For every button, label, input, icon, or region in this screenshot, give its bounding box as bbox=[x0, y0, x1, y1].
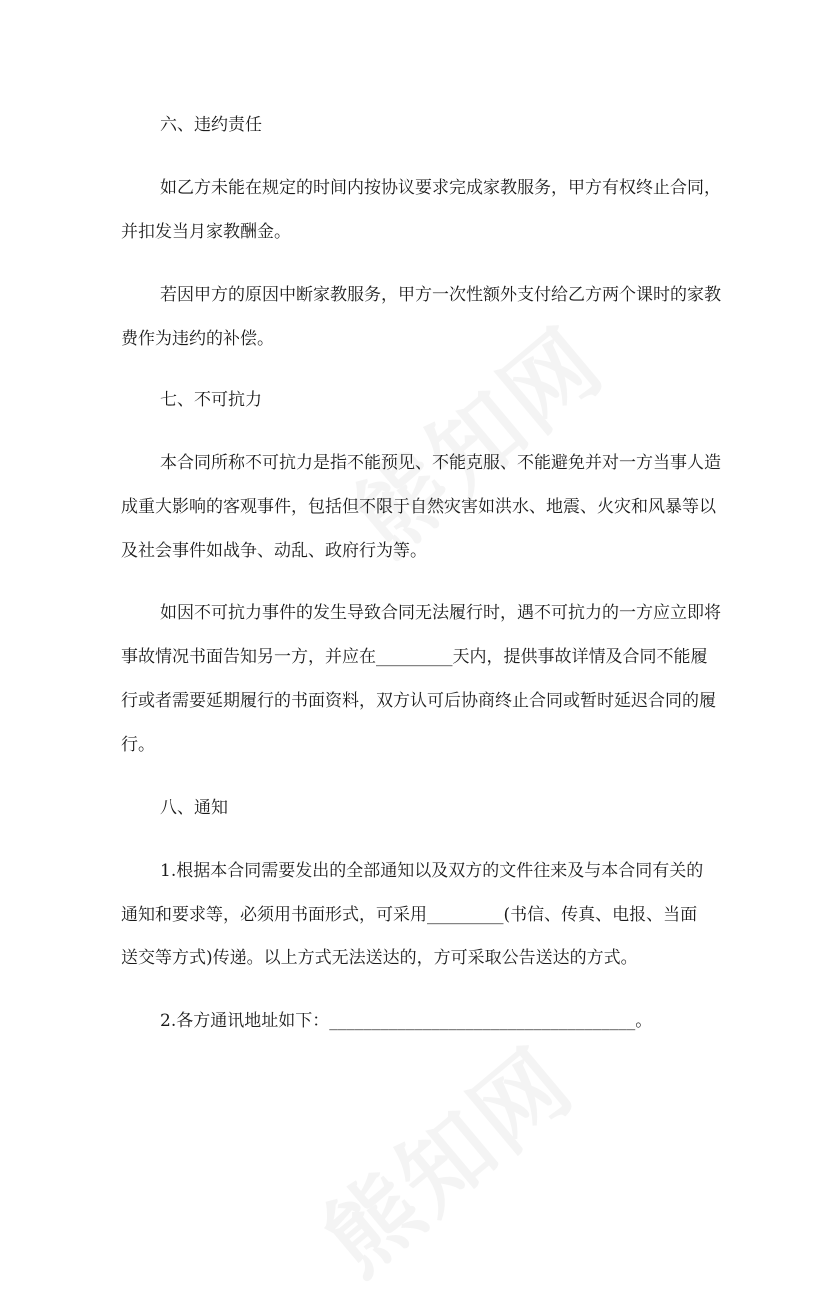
paragraph-line: 行或者需要延期履行的书面资料，双方认可后协商终止合同或暂时延迟合同的履 bbox=[121, 691, 716, 711]
section-heading: 六、违约责任 bbox=[160, 115, 262, 135]
paragraph-line: 成重大影响的客观事件，包括但不限于自然灾害如洪水、地震、火灾和风暴等以 bbox=[121, 497, 716, 517]
paragraph-line: 如因不可抗力事件的发生导致合同无法履行时，遇不可抗力的一方应立即将 bbox=[160, 603, 721, 623]
paragraph-line: 事故情况书面告知另一方，并应在_________天内，提供事故详情及合同不能履 bbox=[121, 647, 708, 667]
paragraph-line: 2.各方通讯地址如下：____________________________________。 bbox=[160, 1011, 653, 1031]
section-heading: 七、不可抗力 bbox=[160, 390, 262, 410]
watermark bbox=[291, 1013, 596, 1299]
paragraph-line: 如乙方未能在规定的时间内按协议要求完成家教服务，甲方有权终止合同， bbox=[160, 178, 721, 198]
paragraph-line: 1.根据本合同需要发出的全部通知以及双方的文件往来及与本合同有关的 bbox=[160, 861, 704, 881]
paragraph-line: 及社会事件如战争、动乱、政府行为等。 bbox=[121, 541, 427, 561]
paragraph-line: 送交等方式)传递。以上方式无法送达的，方可采取公告送达的方式。 bbox=[121, 948, 638, 968]
paragraph-line: 若因甲方的原因中断家教服务，甲方一次性额外支付给乙方两个课时的家教 bbox=[160, 285, 721, 305]
section-heading: 八、通知 bbox=[160, 798, 228, 818]
paragraph-line: 费作为违约的补偿。 bbox=[121, 329, 274, 349]
paragraph-line: 行。 bbox=[121, 735, 155, 755]
paragraph-line: 通知和要求等，必须用书面形式，可采用_________(书信、传真、电报、当面 bbox=[121, 905, 698, 925]
paragraph-line: 并扣发当月家教酬金。 bbox=[121, 222, 291, 242]
paragraph-line: 本合同所称不可抗力是指不能预见、不能克服、不能避免并对一方当事人造 bbox=[160, 453, 721, 473]
